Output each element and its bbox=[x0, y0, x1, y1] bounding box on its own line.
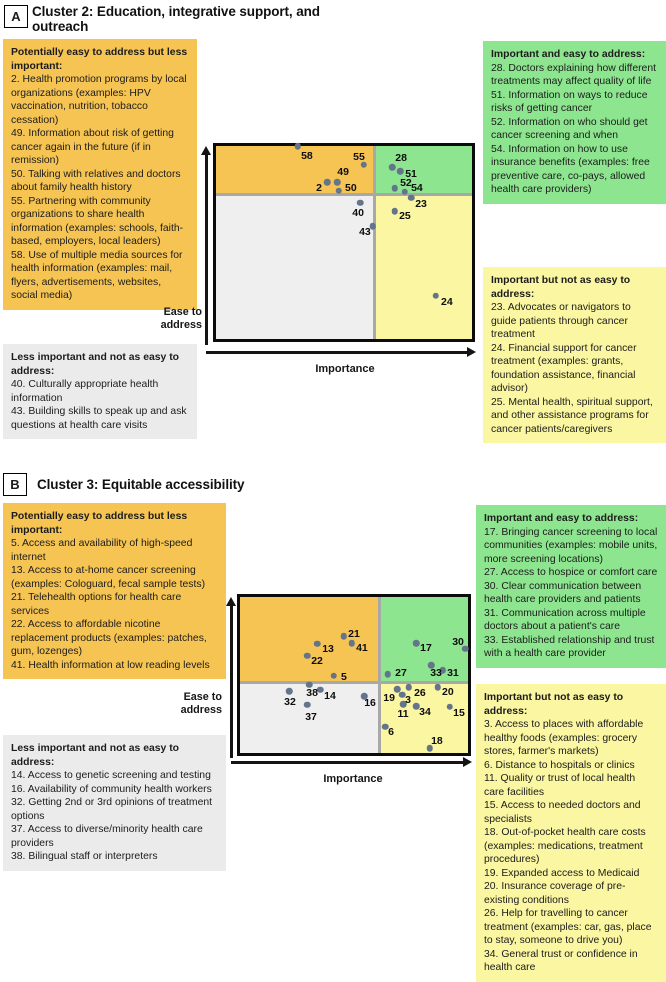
point-label-17: 17 bbox=[420, 642, 432, 655]
note-item: 5. Access and availability of high-speed internet bbox=[11, 538, 193, 563]
note-item: 40. Culturally appropriate health information bbox=[11, 379, 159, 404]
note-item: 26. Help for travelling to cancer treatment (examples: car, gas, place to stay, someone to drive you) bbox=[484, 908, 652, 947]
point-label-32: 32 bbox=[284, 696, 296, 709]
panel-a-yellow-box bbox=[483, 267, 666, 443]
note-item: 6. Distance to hospitals or clinics bbox=[484, 759, 635, 771]
note-item: 33. Established relationship and trust with a health care provider bbox=[484, 634, 655, 660]
quadrant-divider-vertical bbox=[373, 146, 376, 339]
point-58 bbox=[295, 143, 302, 150]
point-32 bbox=[286, 688, 293, 695]
point-label-40: 40 bbox=[352, 206, 364, 219]
quadrant-chart-b bbox=[237, 594, 471, 756]
note-item: 43. Building skills to speak up and ask questions at health care visits bbox=[11, 406, 187, 431]
point-label-24: 24 bbox=[441, 295, 453, 308]
note-item: 22. Access to affordable nicotine replacement products (examples: patches, gum, lozenges) bbox=[11, 619, 207, 658]
panel-b-x-axis-label: Importance bbox=[323, 773, 383, 785]
point-label-51: 51 bbox=[405, 168, 417, 181]
note-item: 49. Information about risk of getting cancer again in the future (if in remission) bbox=[11, 128, 174, 167]
point-25 bbox=[392, 208, 399, 215]
panel-a-x-axis-arrow bbox=[206, 351, 468, 354]
point-label-18: 18 bbox=[431, 735, 443, 747]
point-label-31: 31 bbox=[447, 667, 459, 679]
point-label-21: 21 bbox=[348, 628, 360, 640]
note-item: 15. Access to needed doctors and specialists bbox=[484, 800, 641, 825]
point-22 bbox=[304, 653, 311, 660]
point-label-16: 16 bbox=[364, 697, 376, 710]
panel-b-y-axis-arrow bbox=[230, 605, 233, 758]
point-27 bbox=[385, 671, 392, 678]
point-label-6: 6 bbox=[388, 725, 394, 738]
note-item: 2. Health promotion programs by local organizations (examples: HPV vaccination, nutrition, tobacco cessation) bbox=[11, 74, 187, 126]
note-item: 50. Talking with relatives and doctors about family health history bbox=[11, 168, 181, 194]
note-item: 19. Expanded access to Medicaid bbox=[484, 867, 640, 879]
point-label-58: 58 bbox=[301, 150, 313, 162]
panel-b-x-axis-arrow bbox=[231, 761, 464, 764]
note-title: Less important and not as easy to address: bbox=[11, 352, 180, 377]
point-40 bbox=[357, 200, 364, 207]
note-item: 55. Partnering with community organizations to share health information (examples: schools, faith-based, employers, local leaders) bbox=[11, 195, 184, 248]
note-item: 21. Telehealth options for health care services bbox=[11, 592, 182, 617]
note-item: 16. Availability of community health workers bbox=[11, 783, 212, 795]
point-51 bbox=[397, 168, 404, 175]
note-title: Potentially easy to address but less important: bbox=[11, 511, 188, 536]
panel-b-green-box bbox=[476, 505, 666, 668]
point-label-30: 30 bbox=[452, 635, 464, 648]
note-title: Important and easy to address: bbox=[484, 513, 639, 524]
note-title: Important and easy to address: bbox=[491, 49, 646, 60]
point-label-49: 49 bbox=[337, 166, 349, 179]
panel-a-gray-box bbox=[3, 344, 197, 439]
point-label-26: 26 bbox=[414, 687, 426, 699]
note-item: 30. Clear communication between health care providers and patients bbox=[484, 580, 642, 606]
point-label-54: 54 bbox=[411, 181, 423, 194]
quadrant-bottom-left bbox=[216, 194, 375, 339]
point-49 bbox=[334, 179, 341, 186]
panel-a-x-axis-label: Importance bbox=[315, 363, 375, 375]
note-item: 3. Access to places with affordable healthy foods (examples: grocery stores, farmer's markets) bbox=[484, 719, 644, 758]
point-label-43: 43 bbox=[359, 226, 371, 239]
panel-a-orange-box bbox=[3, 39, 197, 310]
point-label-28: 28 bbox=[395, 152, 407, 165]
point-label-25: 25 bbox=[399, 210, 411, 223]
note-item: 20. Insurance coverage of pre-existing conditions bbox=[484, 881, 626, 906]
note-item: 52. Information on who should get cancer screening and when bbox=[491, 116, 648, 142]
note-item: 14. Access to genetic screening and testing bbox=[11, 770, 211, 782]
panel-a-y-axis-arrow bbox=[205, 154, 208, 345]
quadrant-chart-a bbox=[213, 143, 475, 342]
point-label-33: 33 bbox=[430, 667, 442, 680]
note-item: 25. Mental health, spiritual support, and other assistance programs for cancer patients/caregivers bbox=[491, 396, 653, 435]
point-label-19: 19 bbox=[383, 692, 395, 705]
note-title: Less important and not as easy to address: bbox=[11, 743, 180, 768]
point-20 bbox=[435, 684, 442, 691]
note-item: 37. Access to diverse/minority health care providers bbox=[11, 824, 203, 849]
note-title: Potentially easy to address but less important: bbox=[11, 47, 188, 72]
point-label-38: 38 bbox=[306, 686, 318, 699]
point-21 bbox=[341, 633, 348, 640]
point-label-14: 14 bbox=[324, 689, 336, 702]
note-item: 28. Doctors explaining how different treatments may affect quality of life bbox=[491, 62, 657, 88]
point-28 bbox=[389, 164, 396, 171]
panel-b-letter-badge: B bbox=[3, 473, 27, 496]
point-label-15: 15 bbox=[453, 706, 465, 719]
point-label-11: 11 bbox=[397, 708, 409, 721]
point-23 bbox=[408, 195, 415, 202]
point-label-13: 13 bbox=[322, 642, 334, 655]
panel-a-green-box bbox=[483, 41, 666, 204]
point-41 bbox=[349, 640, 356, 647]
point-label-23: 23 bbox=[415, 197, 427, 210]
panel-b-y-axis-label: Ease to address bbox=[180, 691, 222, 716]
note-item: 18. Out-of-pocket health care costs (examples: medications, treatment procedures) bbox=[484, 827, 646, 866]
point-52 bbox=[392, 185, 399, 192]
point-label-3: 3 bbox=[405, 693, 412, 706]
point-54 bbox=[402, 189, 409, 196]
panel-a-letter-badge: A bbox=[4, 5, 28, 28]
note-item: 31. Communication across multiple doctors about a patient's care bbox=[484, 607, 646, 633]
note-title: Important but not as easy to address: bbox=[491, 275, 631, 300]
point-26 bbox=[406, 684, 413, 691]
note-item: 54. Information on how to use insurance benefits (examples: free preventive care, co-pays, allowed health care providers) bbox=[491, 143, 650, 196]
note-title: Important but not as easy to address: bbox=[484, 692, 624, 717]
note-item: 38. Bilingual staff or interpreters bbox=[11, 851, 158, 863]
point-37 bbox=[304, 702, 311, 709]
point-label-37: 37 bbox=[305, 710, 317, 723]
note-item: 27. Access to hospice or comfort care bbox=[484, 567, 658, 579]
point-13 bbox=[314, 641, 321, 648]
panel-a-title: Cluster 2: Education, integrative support, and outreach bbox=[32, 4, 320, 35]
point-label-52: 52 bbox=[400, 177, 412, 190]
point-label-41: 41 bbox=[356, 642, 368, 655]
note-item: 58. Use of multiple media sources for health information (examples: mail, flyers, advertisements, websites, social media) bbox=[11, 249, 183, 302]
note-item: 41. Health information at low reading levels bbox=[11, 659, 210, 671]
point-50 bbox=[336, 188, 343, 195]
panel-b-orange-box bbox=[3, 503, 226, 679]
quadrant-divider-horizontal bbox=[216, 193, 472, 196]
point-label-22: 22 bbox=[311, 654, 323, 667]
note-item: 17. Bringing cancer screening to local communities (examples: mobile units, more screening locations) bbox=[484, 526, 658, 565]
point-label-5: 5 bbox=[341, 670, 347, 683]
note-item: 32. Getting 2nd or 3rd opinions of treatment options bbox=[11, 797, 213, 822]
quadrant-divider-vertical bbox=[378, 597, 381, 753]
note-item: 11. Quality or trust of local health care facilities bbox=[484, 773, 636, 798]
point-label-50: 50 bbox=[345, 181, 357, 194]
point-24 bbox=[433, 293, 440, 300]
panel-b-gray-box bbox=[3, 735, 226, 871]
panel-b-yellow-box bbox=[476, 684, 666, 982]
point-label-55: 55 bbox=[353, 150, 365, 163]
panel-b-title: Cluster 3: Equitable accessibility bbox=[37, 477, 245, 492]
point-label-27: 27 bbox=[395, 667, 407, 680]
point-17 bbox=[413, 640, 420, 647]
point-2 bbox=[324, 179, 331, 186]
point-5 bbox=[331, 673, 338, 680]
quadrant-bottom-right bbox=[375, 194, 472, 339]
note-item: 24. Financial support for cancer treatment (examples: grants, foundation assistance, financial advisor) bbox=[491, 342, 637, 395]
point-label-2: 2 bbox=[316, 182, 323, 195]
point-label-20: 20 bbox=[442, 686, 454, 698]
quadrant-divider-horizontal bbox=[240, 681, 468, 684]
note-item: 13. Access to at-home cancer screening (examples: Cologuard, fecal sample tests) bbox=[11, 565, 206, 590]
panel-a-y-axis-label: Ease to address bbox=[160, 306, 202, 331]
point-label-34: 34 bbox=[419, 706, 431, 719]
note-item: 23. Advocates or navigators to guide patients through cancer treatment bbox=[491, 302, 631, 341]
note-item: 51. Information on ways to reduce risks of getting cancer bbox=[491, 89, 648, 115]
note-item: 34. General trust or confidence in health care bbox=[484, 948, 638, 974]
